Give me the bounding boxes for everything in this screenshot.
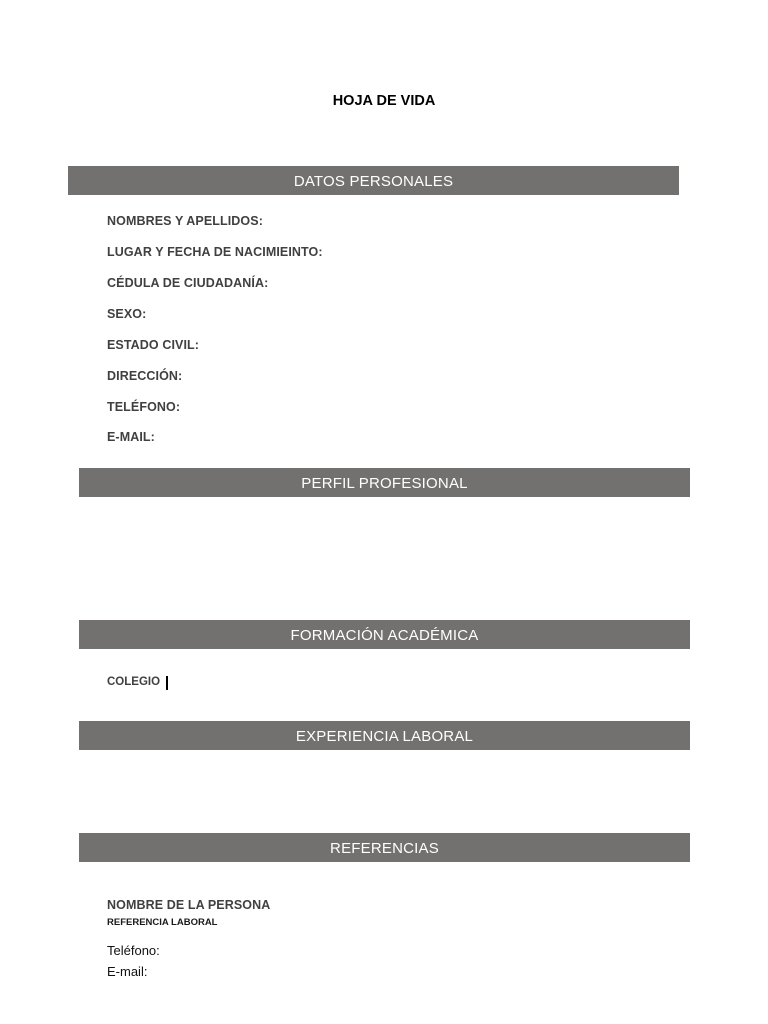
reference-phone-label[interactable]: Teléfono: xyxy=(107,943,160,958)
field-lugar-fecha-nacimiento[interactable]: LUGAR Y FECHA DE NACIMIEINTO: xyxy=(107,245,323,259)
field-sexo[interactable]: SEXO: xyxy=(107,307,147,321)
section-header-formacion-academica: FORMACIÓN ACADÉMICA xyxy=(79,620,690,649)
reference-type-label[interactable]: REFERENCIA LABORAL xyxy=(107,917,218,928)
field-estado-civil[interactable]: ESTADO CIVIL: xyxy=(107,338,200,352)
text-cursor xyxy=(166,676,168,690)
field-direccion[interactable]: DIRECCIÓN: xyxy=(107,369,183,383)
field-telefono[interactable]: TELÉFONO: xyxy=(107,400,181,414)
reference-name-label[interactable]: NOMBRE DE LA PERSONA xyxy=(107,898,271,912)
reference-email-label[interactable]: E-mail: xyxy=(107,964,148,979)
document-title: HOJA DE VIDA xyxy=(332,93,436,109)
field-colegio[interactable]: COLEGIO xyxy=(107,676,161,688)
section-header-perfil-profesional: PERFIL PROFESIONAL xyxy=(79,468,690,497)
section-header-referencias: REFERENCIAS xyxy=(79,833,690,862)
section-header-experiencia-laboral: EXPERIENCIA LABORAL xyxy=(79,721,690,750)
field-email[interactable]: E-MAIL: xyxy=(107,430,155,444)
field-cedula[interactable]: CÉDULA DE CIUDADANÍA: xyxy=(107,276,269,290)
section-header-datos-personales: DATOS PERSONALES xyxy=(68,166,679,195)
field-nombres-apellidos[interactable]: NOMBRES Y APELLIDOS: xyxy=(107,214,263,228)
